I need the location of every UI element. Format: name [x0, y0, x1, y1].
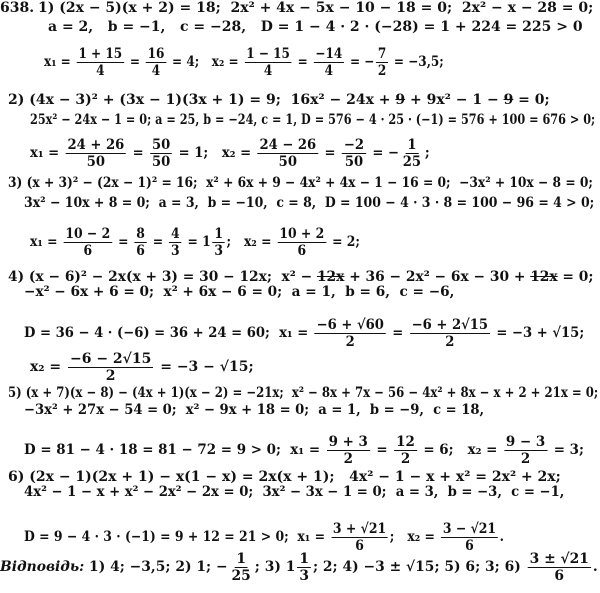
fraction [410, 317, 490, 350]
denominator: 2 [377, 62, 387, 79]
denominator: 3 [299, 567, 310, 584]
text: D = 36 − 4 · (−6) = 36 + 24 = 60; x₁ = [24, 325, 313, 341]
fraction [278, 226, 326, 259]
numerator: −14 [315, 45, 343, 62]
denominator: 6 [554, 567, 565, 584]
fraction [77, 46, 124, 79]
fraction [64, 226, 112, 259]
fraction [146, 46, 166, 79]
denominator: 50 [344, 153, 364, 170]
text: 4) (x − 6)² − 2x(x + 3) = 30 − 12x; x² − [8, 269, 317, 285]
fraction [213, 226, 225, 259]
numerator: 1 [214, 225, 223, 242]
denominator: 50 [86, 153, 106, 170]
equation-line [24, 183, 594, 223]
denominator: 4 [96, 62, 105, 79]
denominator: 25 [402, 153, 422, 170]
cancelled-term: 12x [530, 269, 558, 285]
cancelled-term: 12x [316, 269, 345, 285]
denominator: 6 [83, 242, 93, 259]
numerator: −6 − 2√15 [69, 350, 152, 367]
text: + 36 − 2x² − 6x − 30 + [344, 269, 531, 285]
equation-line [24, 472, 564, 512]
numerator: 9 + 3 [328, 433, 368, 450]
numerator: 10 + 2 [279, 225, 325, 242]
text: −x² − 6x + 6 = 0; x² + 6x − 6 = 0; a = 1, b = 6, c = −6, [24, 284, 455, 300]
numerator: 9 − 3 [505, 433, 546, 450]
denominator: 4 [263, 62, 273, 79]
answer-line [0, 547, 598, 587]
cancelled-term: 9 [395, 92, 406, 108]
denominator: 2 [345, 333, 355, 350]
text: = 0; [513, 92, 550, 108]
numerator: 24 − 26 [259, 136, 317, 153]
numerator: 1 [236, 550, 246, 567]
equation-line [48, 7, 583, 47]
denominator: 50 [151, 153, 171, 170]
text: D = 81 − 4 · 18 = 81 − 72 = 9 > 0; x₁ = [24, 442, 325, 458]
text: = 1 [183, 234, 211, 250]
text: ; 2; 4) −3 ± √15; 5) 6; 3; 6) [312, 559, 526, 575]
numerator: −6 + √60 [316, 316, 384, 333]
numerator: 7 [377, 45, 387, 62]
text: x₁ = [30, 234, 62, 250]
text: D = 9 − 4 · 3 · (−1) = 9 + 12 = 21 > 0; x₁ = [24, 529, 330, 545]
text: x₂ = [30, 359, 66, 375]
text: 6) (2x − 1)(2x + 1) − x(1 − x) = 2x(x + 1); 4x² − 1 − x + x² = 2x² + 2x; [8, 469, 561, 485]
text: ; [424, 145, 430, 161]
text: ; 3) 1 [254, 559, 296, 575]
text: + 9x² − 1 − [405, 92, 504, 108]
text: = −3 + √15; [491, 325, 585, 341]
text: = − [367, 145, 400, 161]
denominator: 2 [400, 450, 411, 467]
numerator: −6 + 2√15 [411, 316, 489, 333]
denominator: 50 [278, 153, 297, 170]
text: 2) (4x − 3)² + (3x − 1)(3x + 1) = 9; 16x² − 24x + [8, 92, 396, 108]
numerator: 10 − 2 [65, 225, 111, 242]
denominator: 6 [465, 537, 474, 554]
numerator: 1 − 15 [246, 45, 290, 62]
text: = [387, 325, 408, 341]
problem-number: 638. [0, 0, 35, 16]
denominator: 25 [231, 567, 251, 584]
text: 5) (x + 7)(x − 8) − (4x + 1)(x − 2) = −21x; x² − 8x + 7x − 56 − 4x² + 8x − x + 2 + 21x = 0; [8, 385, 599, 401]
denominator: 2 [520, 450, 531, 467]
equation-line [44, 42, 444, 82]
text: ; x₂ = [389, 529, 440, 545]
denominator: 2 [105, 367, 116, 384]
numerator: 24 + 26 [67, 136, 125, 153]
numerator: 1 [299, 550, 310, 567]
denominator: 6 [355, 537, 364, 554]
text: a = 2, b = −1, c = −28, D = 1 − 4 · 2 · (−28) = 1 + 224 = 225 > 0 [48, 19, 583, 35]
numerator: 1 [407, 136, 417, 153]
text: = [148, 234, 168, 250]
text: = 3; [549, 442, 584, 458]
numerator: −2 [343, 136, 365, 153]
numerator: 50 [151, 136, 171, 153]
equation-line [24, 390, 484, 430]
cancelled-term: 9 [503, 92, 514, 108]
numerator: 4 [171, 225, 180, 242]
text: = [128, 145, 149, 161]
fraction [528, 551, 591, 584]
text: = −3 − √15; [155, 359, 254, 375]
text: = 6; x₂ = [418, 442, 503, 458]
numerator: 3 − √21 [442, 520, 497, 537]
equation-line [30, 222, 360, 262]
text: . [499, 529, 504, 545]
text: 4x² − 1 − x + x² − 2x² − 2x = 0; 3x² − 3x − 1 = 0; a = 3, b = −3, c = −1, [24, 484, 565, 500]
text: x₁ = [44, 54, 76, 70]
text: = 2; [327, 234, 360, 250]
numerator: 16 [147, 45, 165, 62]
text: 25x² − 24x − 1 = 0; a = 25, b = −24, c = 1, D = 576 − 4 · 25 · (−1) = 576 + 100 = 676 > 0; [30, 112, 596, 128]
text: = −3,5; [389, 54, 444, 70]
text: . [592, 559, 598, 575]
text: 3) (x + 3)² − (2x − 1)² = 16; x² + 6x + 9 − 4x² + 4x − 1 − 16 = 0; −3x² + 10x − 8 = 0; [8, 175, 593, 191]
fraction [315, 317, 386, 350]
numerator: 3 + √21 [332, 520, 387, 537]
denominator: 2 [445, 333, 455, 350]
text: = [319, 145, 341, 161]
fraction [169, 226, 181, 259]
text: ; x₂ = [226, 234, 276, 250]
fraction [245, 46, 292, 79]
denominator: 3 [171, 242, 180, 259]
numerator: 1 + 15 [78, 45, 123, 62]
numerator: 8 [136, 225, 145, 242]
denominator: 4 [324, 62, 334, 79]
fraction [230, 551, 253, 584]
denominator: 6 [297, 242, 307, 259]
denominator: 4 [151, 62, 161, 79]
text: = 1; x₂ = [174, 145, 256, 161]
denominator: 2 [343, 450, 353, 467]
fraction [297, 551, 311, 584]
text: = 4; x₂ = [167, 54, 243, 70]
text: 3x² − 10x + 8 = 0; a = 3, b = −10, c = 8, D = 100 − 4 · 3 · 8 = 100 − 96 = 4 > 0; [24, 195, 595, 211]
text: = − [345, 54, 375, 70]
text: −3x² + 27x − 54 = 0; x² − 9x + 18 = 0; a = 1, b = −9, c = 18, [24, 402, 485, 418]
numerator: 12 [396, 433, 415, 450]
text: x₁ = [30, 145, 64, 161]
fraction [314, 46, 344, 79]
text: 1) 4; −3,5; 2) 1; − [84, 559, 228, 575]
text: = [371, 442, 393, 458]
text: = [113, 234, 133, 250]
denominator: 3 [214, 242, 223, 259]
fraction [376, 46, 388, 79]
text: = [293, 54, 312, 70]
fraction [135, 226, 147, 259]
answer-label: Відповідь: [0, 559, 85, 575]
text: 1) (2x − 5)(x + 2) = 18; 2x² + 4x − 5x − 10 − 18 = 0; 2x² − x − 28 = 0; [38, 0, 594, 16]
numerator: 3 ± √21 [529, 550, 589, 567]
equation-line [24, 272, 454, 312]
denominator: 6 [136, 242, 145, 259]
text: = [125, 54, 145, 70]
text: = 0; [557, 269, 594, 285]
